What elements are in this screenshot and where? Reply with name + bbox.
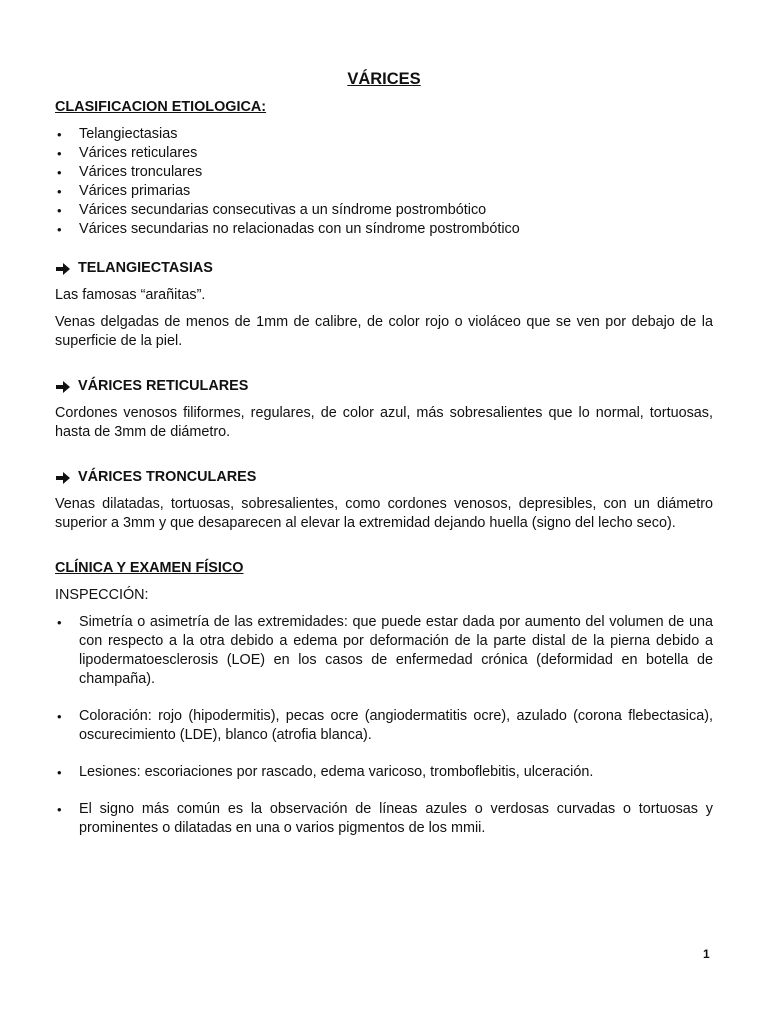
arrow-right-icon (55, 471, 71, 485)
tronculares-description: Venas dilatadas, tortuosas, sobresalientes, como cordones venosos, depresibles, con un diámetro superior a 3mm y que desaparecen al elevar la extremidad dejando huella (signo del lecho seco). (55, 496, 713, 531)
document-title: VÁRICES (347, 70, 421, 88)
bullet-icon: • (57, 203, 62, 218)
bullet-icon: • (57, 615, 62, 630)
reticulares-heading: VÁRICES RETICULARES (55, 377, 713, 396)
list-item: • El signo más común es la observación de líneas azules o verdosas curvadas o tortuosas y prominentes o dilatadas en una o varios pigmentos de los mmii. (57, 801, 713, 836)
list-item: • Simetría o asimetría de las extremidades: que puede estar dada por aumento del volumen de una con respecto a la otra debido a edema por deformación de la parte distal de la pierna debido a lipodermatoesclerosis (LOE) en los casos de enfermedad crónica (deformidad en botella de champaña). (57, 614, 713, 687)
bullet-icon: • (57, 765, 62, 780)
list-item: • Várices tronculares (57, 164, 203, 180)
arrow-right-icon (55, 262, 71, 276)
classification-heading: CLASIFICACION ETIOLOGICA: (55, 99, 267, 115)
bullet-icon: • (57, 222, 62, 237)
inspeccion-list (55, 613, 713, 838)
telangiectasias-description: Venas delgadas de menos de 1mm de calibre, de color rojo o violáceo que se ven por debajo de la superficie de la piel. (55, 314, 713, 349)
list-item: • Várices reticulares (57, 145, 198, 161)
list-item: • Várices secundarias consecutivas a un síndrome postrombótico (57, 202, 487, 218)
bullet-icon: • (57, 165, 62, 180)
list-item: • Várices secundarias no relacionadas con un síndrome postrombótico (57, 221, 520, 237)
telangiectasias-heading: TELANGIECTASIAS (55, 259, 713, 278)
list-item: • Lesiones: escoriaciones por rascado, edema varicoso, tromboflebitis, ulceración. (57, 764, 594, 780)
bullet-icon: • (57, 127, 62, 142)
list-item: • Várices primarias (57, 183, 191, 199)
inspeccion-subheading: INSPECCIÓN: (55, 587, 149, 603)
bullet-icon: • (57, 709, 62, 724)
bullet-icon: • (57, 802, 62, 817)
tronculares-heading: VÁRICES TRONCULARES (55, 468, 713, 487)
bullet-icon: • (57, 146, 62, 161)
document-page (55, 68, 713, 856)
page-number: 1 (703, 947, 710, 961)
list-item: • Telangiectasias (57, 126, 178, 142)
telangiectasias-intro: Las famosas “arañitas”. (55, 287, 206, 303)
list-item: • Coloración: rojo (hipodermitis), pecas ocre (angiodermatitis ocre), azulado (corona flebectasica), oscurecimiento (LDE), blanco (atrofia blanca). (57, 708, 713, 743)
reticulares-description: Cordones venosos filiformes, regulares, de color azul, más sobresalientes que lo normal, tortuosas, hasta de 3mm de diámetro. (55, 405, 713, 440)
clinica-heading: CLÍNICA Y EXAMEN FÍSICO (55, 560, 244, 576)
arrow-right-icon (55, 380, 71, 394)
classification-list (55, 125, 713, 239)
bullet-icon: • (57, 184, 62, 199)
